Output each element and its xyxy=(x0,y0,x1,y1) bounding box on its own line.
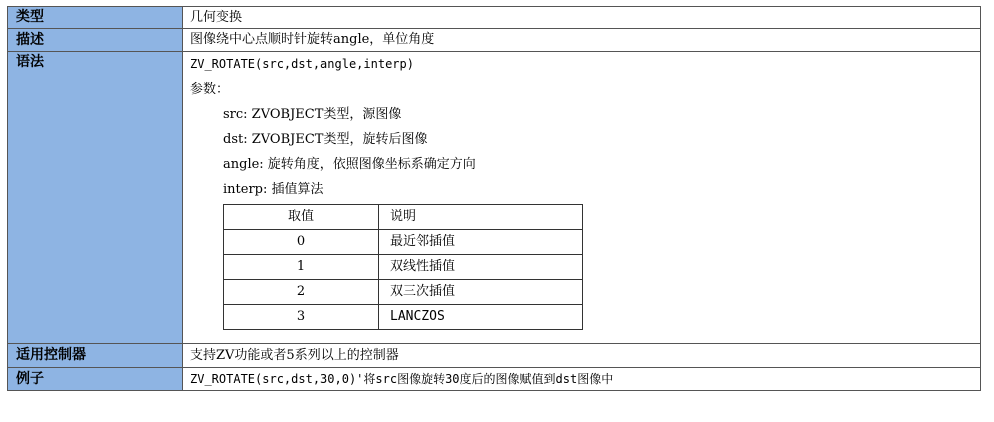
type-label: 类型 xyxy=(8,7,183,29)
interp-desc-cell: LANCZOS xyxy=(379,305,583,330)
table-row xyxy=(224,280,583,305)
interp-desc-cell: 最近邻插值 xyxy=(379,230,583,255)
syntax-value xyxy=(183,52,981,344)
table-row xyxy=(224,230,583,255)
interp-header-value: 取值 xyxy=(224,205,379,230)
controllers-row xyxy=(8,344,981,368)
interp-header-desc: 说明 xyxy=(379,205,583,230)
param-interp: interp: 插值算法 xyxy=(223,182,324,197)
interp-value-cell: 2 xyxy=(224,280,379,305)
example-row xyxy=(8,368,981,391)
desc-label: 描述 xyxy=(8,29,183,52)
param-dst: dst: ZVOBJECT类型，旋转后图像 xyxy=(223,132,428,147)
example-value: ZV_ROTATE(src,dst,30,0)'将src图像旋转30度后的图像赋值到dst图像中 xyxy=(183,368,981,391)
desc-value: 图像绕中心点顺时针旋转angle，单位角度 xyxy=(183,29,981,52)
syntax-call: ZV_ROTATE(src,dst,angle,interp) xyxy=(190,57,414,71)
syntax-row xyxy=(8,52,981,344)
interp-header-row xyxy=(224,205,583,230)
example-label: 例子 xyxy=(8,368,183,391)
controllers-label: 适用控制器 xyxy=(8,344,183,368)
interp-value-cell: 1 xyxy=(224,255,379,280)
desc-row xyxy=(8,29,981,52)
function-doc-table xyxy=(7,6,981,391)
param-src: src: ZVOBJECT类型，源图像 xyxy=(223,107,402,122)
controllers-value: 支持ZV功能或者5系列以上的控制器 xyxy=(183,344,981,368)
interp-value-cell: 0 xyxy=(224,230,379,255)
interp-value-cell: 3 xyxy=(224,305,379,330)
interp-desc-cell: 双三次插值 xyxy=(379,280,583,305)
table-row xyxy=(224,305,583,330)
type-value: 几何变换 xyxy=(183,7,981,29)
table-row xyxy=(224,255,583,280)
syntax-label: 语法 xyxy=(8,52,183,344)
param-angle: angle: 旋转角度，依照图像坐标系确定方向 xyxy=(223,157,476,172)
params-title: 参数： xyxy=(190,82,230,97)
interp-desc-cell: 双线性插值 xyxy=(379,255,583,280)
interp-table xyxy=(223,204,583,330)
type-row xyxy=(8,7,981,29)
